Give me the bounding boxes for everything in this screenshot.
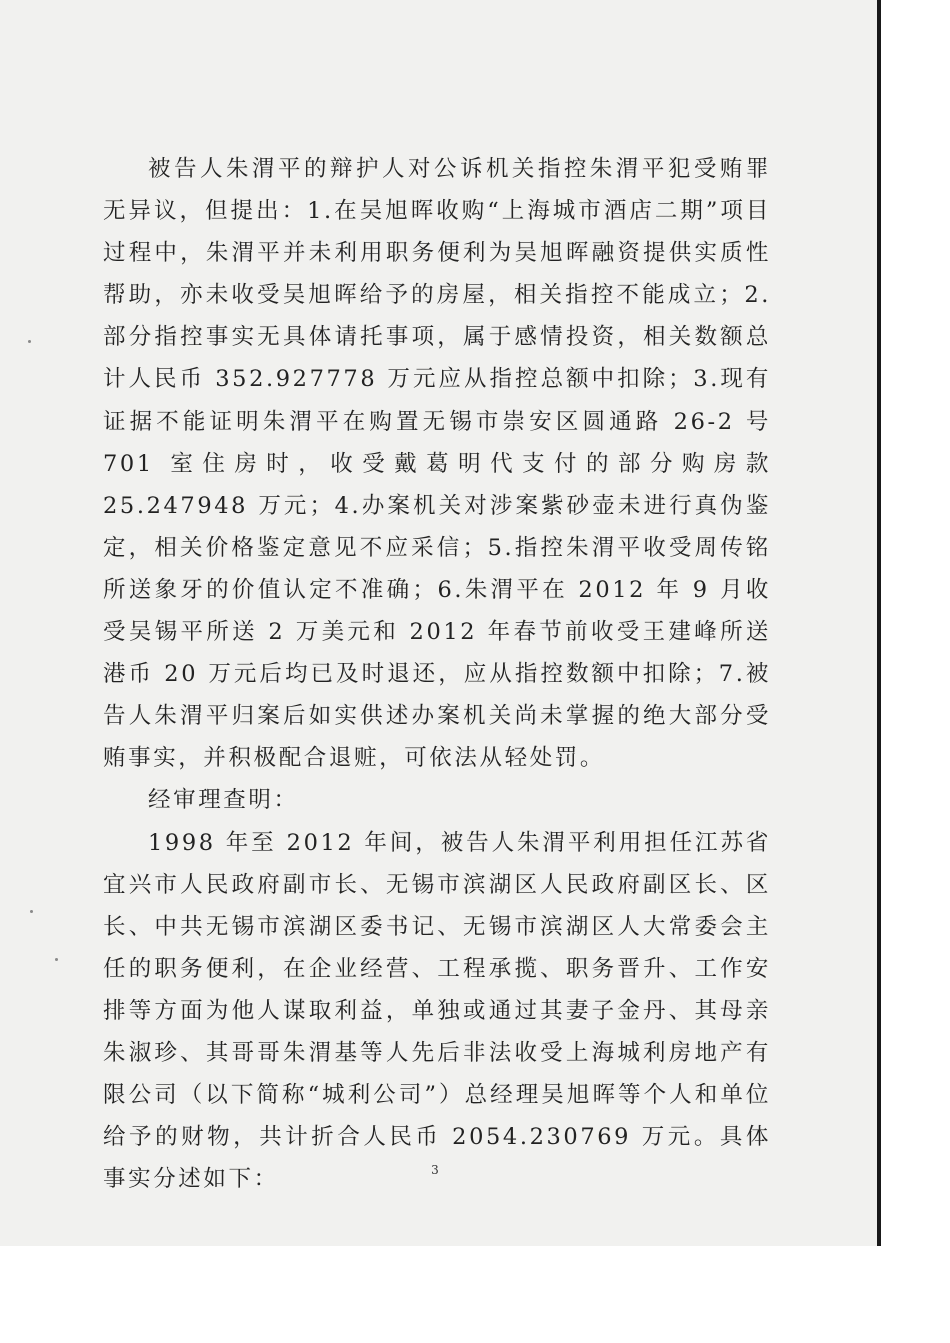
document-body xyxy=(103,148,771,1200)
paragraph-findings: 1998 年至 2012 年间，被告人朱渭平利用担任江苏省宜兴市人民政府副市长、无锡市滨湖区人民政府副区长、区长、中共无锡市滨湖区委书记、无锡市滨湖区人大常委会主任的职务便利，在企业经营、工程承揽、职务晋升、工作安排等方面为他人谋取利益，单独或通过其妻子金丹、其母亲朱淑珍、其哥哥朱渭基等人先后非法收受上海城利房地产有限公司（以下简称“城利公司”）总经理吴旭晖等个人和单位给予的财物，共计折合人民币 2054.230769 万元。具体事实分述如下： xyxy=(103,829,771,1193)
scan-speck xyxy=(28,340,31,343)
page-number: 3 xyxy=(431,1163,439,1177)
scan-page-edge xyxy=(877,0,881,1246)
scan-speck xyxy=(55,958,58,961)
scan-speck xyxy=(30,910,33,913)
paragraph-findings-heading: 经审理查明： xyxy=(148,787,299,814)
paragraph-defense-opinion: 被告人朱渭平的辩护人对公诉机关指控朱渭平犯受贿罪无异议，但提出：1.在吴旭晖收购“上海城市酒店二期”项目过程中，朱渭平并未利用职务便利为吴旭晖融资提供实质性帮助，亦未收受吴旭晖给予的房屋，相关指控不能成立；2.部分指控事实无具体请托事项，属于感情投资，相关数额总计人民币 352.927778 万元应从指控总额中扣除；3.现有证据不能证明朱渭平在购置无锡市崇安区圆通路 26-2 号 701 室住房时，收受戴葛明代支付的部分购房款 25.247948 万元；4.办案机关对涉案紫砂壶未进行真伪鉴定，相关价格鉴定意见不应采信；5.指控朱渭平收受周传铭所送象牙的价值认定不准确；6.朱渭平在 2012 年 9 月收受吴锡平所送 2 万美元和 2012 年春节前收受王建峰所送港币 20 万元后均已及时退还，应从指控数额中扣除；7.被告人朱渭平归案后如实供述办案机关尚未掌握的绝大部分受贿事实，并积极配合退赃，可依法从轻处罚。 xyxy=(103,156,771,772)
